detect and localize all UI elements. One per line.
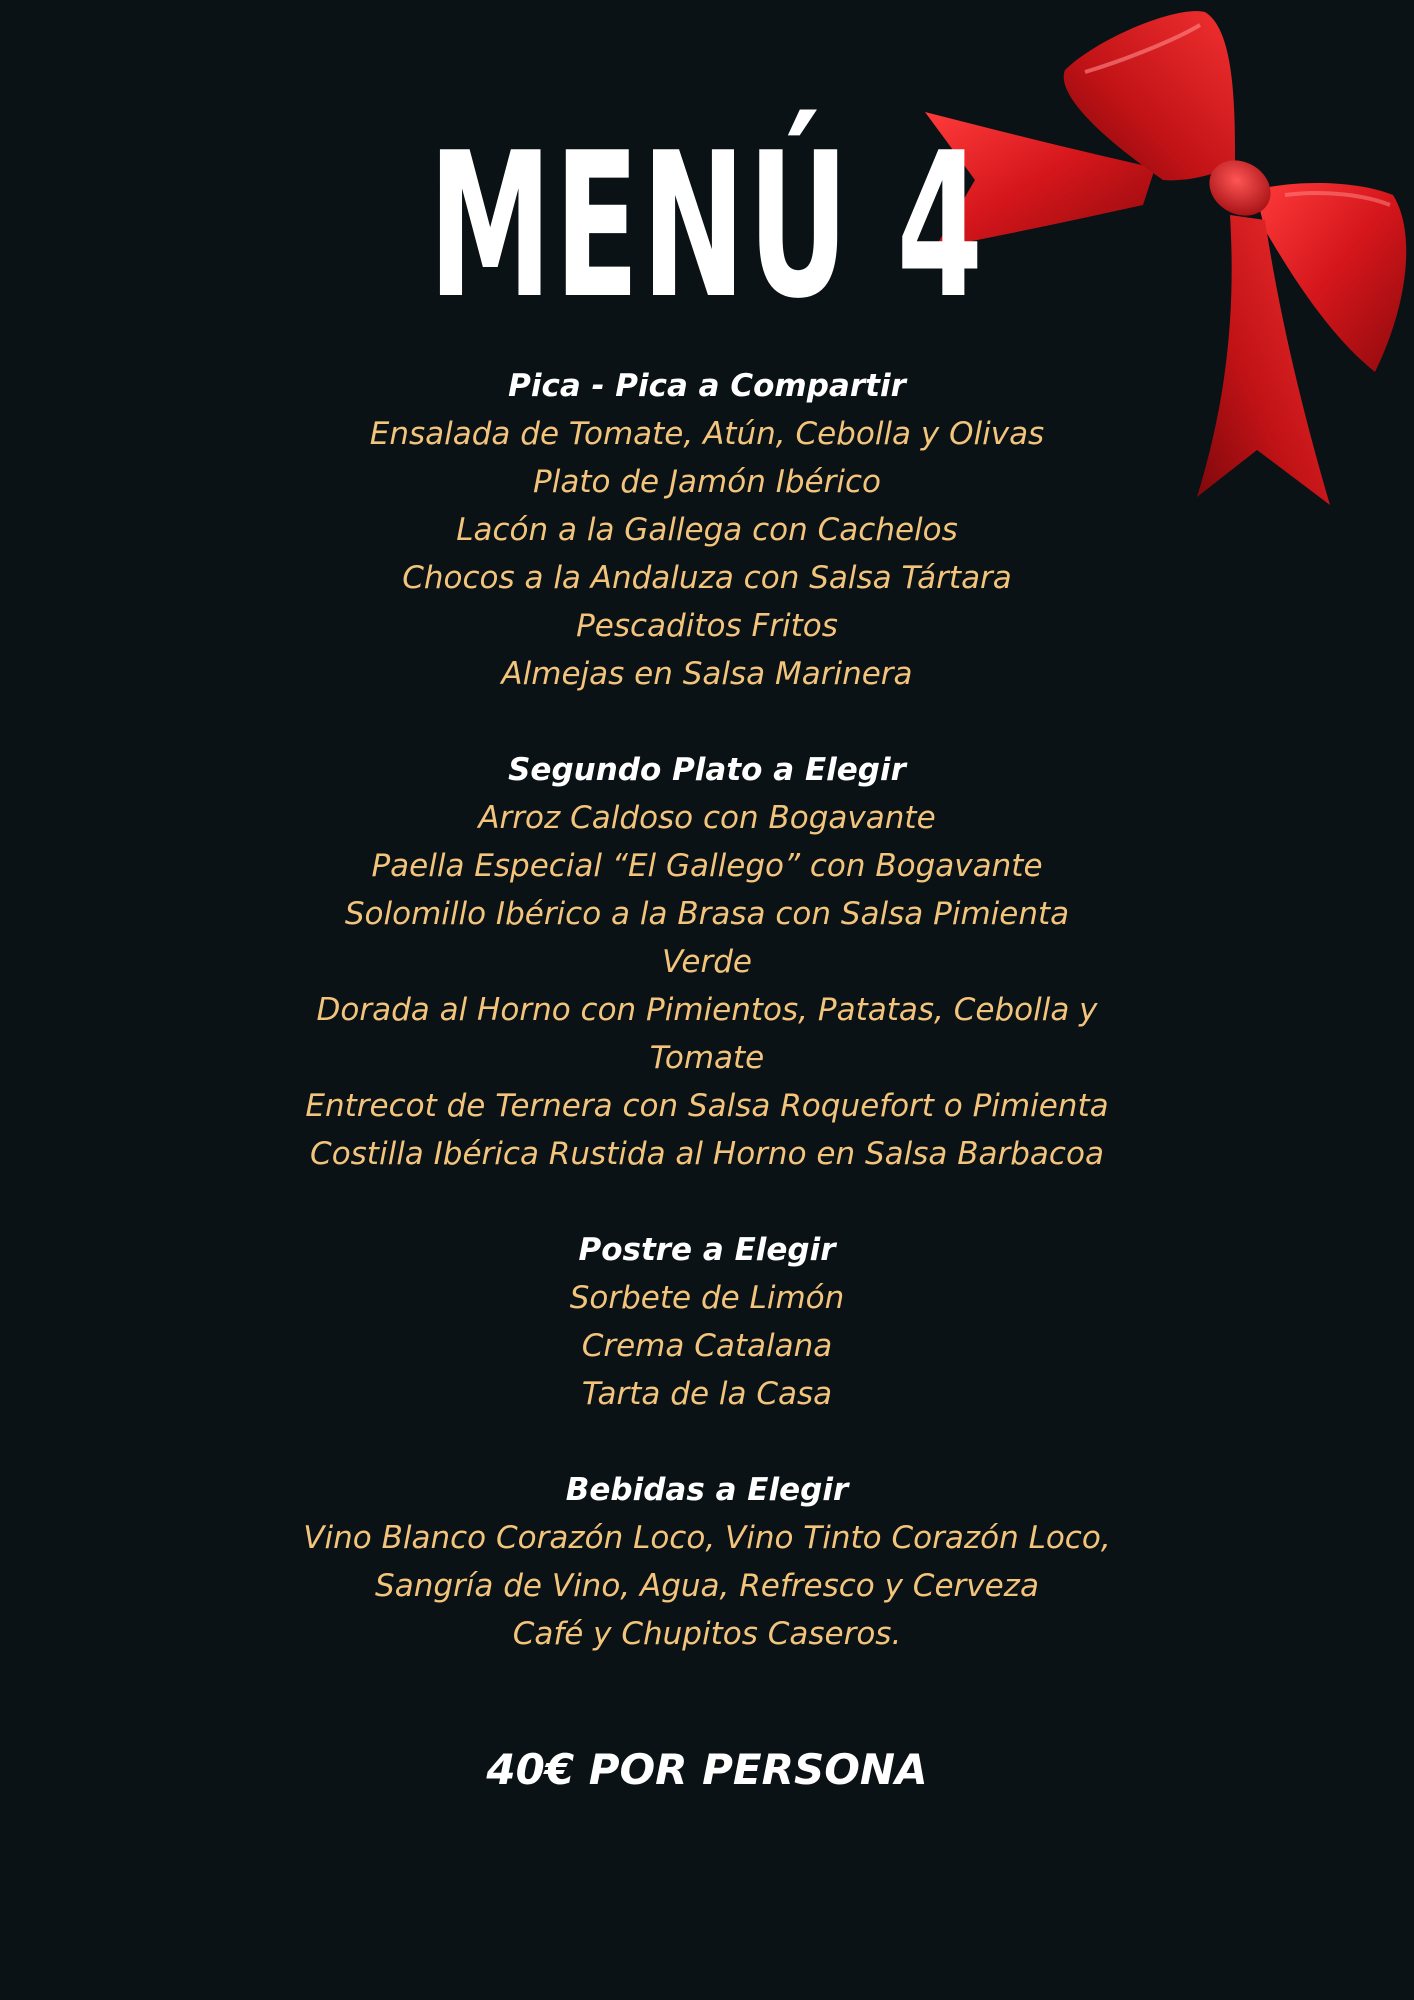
section-heading: Postre a Elegir [578, 1232, 836, 1268]
menu-item: Tarta de la Casa [581, 1376, 833, 1412]
section-heading: Segundo Plato a Elegir [508, 752, 906, 788]
menu-item: Sorbete de Limón [569, 1280, 845, 1316]
menu-item: Almejas en Salsa Marinera [501, 656, 913, 692]
section-bebidas [257, 1466, 1157, 1658]
menu-item: Plato de Jamón Ibérico [533, 464, 881, 500]
section-heading: Pica - Pica a Compartir [508, 368, 906, 404]
menu-item: Solomillo Ibérico a la Brasa con Salsa Pimienta Verde [344, 896, 1070, 980]
menu-item: Ensalada de Tomate, Atún, Cebolla y Olivas [369, 416, 1045, 452]
section-heading: Bebidas a Elegir [565, 1472, 849, 1508]
section-postre [257, 1226, 1157, 1418]
section-segundo-plato [257, 746, 1157, 1178]
menu-item: Vino Blanco Corazón Loco, Vino Tinto Corazón Loco, [303, 1520, 1111, 1556]
menu-item: Chocos a la Andaluza con Salsa Tártara [402, 560, 1012, 596]
menu-item: Entrecot de Ternera con Salsa Roquefort o Pimienta [305, 1088, 1109, 1124]
price-per-person: 40€ POR PERSONA [486, 1745, 928, 1794]
menu-item: Sangría de Vino, Agua, Refresco y Cerveza [375, 1568, 1039, 1604]
menu-item: Crema Catalana [581, 1328, 833, 1364]
section-pica-pica [257, 362, 1157, 698]
menu-title: MENÚ 4 [428, 110, 986, 343]
menu-item: Dorada al Horno con Pimientos, Patatas, Cebolla y Tomate [316, 992, 1098, 1076]
menu-item: Paella Especial “El Gallego” con Bogavante [371, 848, 1043, 884]
menu-item: Café y Chupitos Caseros. [512, 1616, 902, 1652]
menu-body [257, 362, 1157, 1706]
menu-item: Pescaditos Fritos [576, 608, 838, 644]
menu-item: Costilla Ibérica Rustida al Horno en Salsa Barbacoa [310, 1136, 1104, 1172]
menu-item: Arroz Caldoso con Bogavante [478, 800, 936, 836]
menu-item: Lacón a la Gallega con Cachelos [456, 512, 958, 548]
